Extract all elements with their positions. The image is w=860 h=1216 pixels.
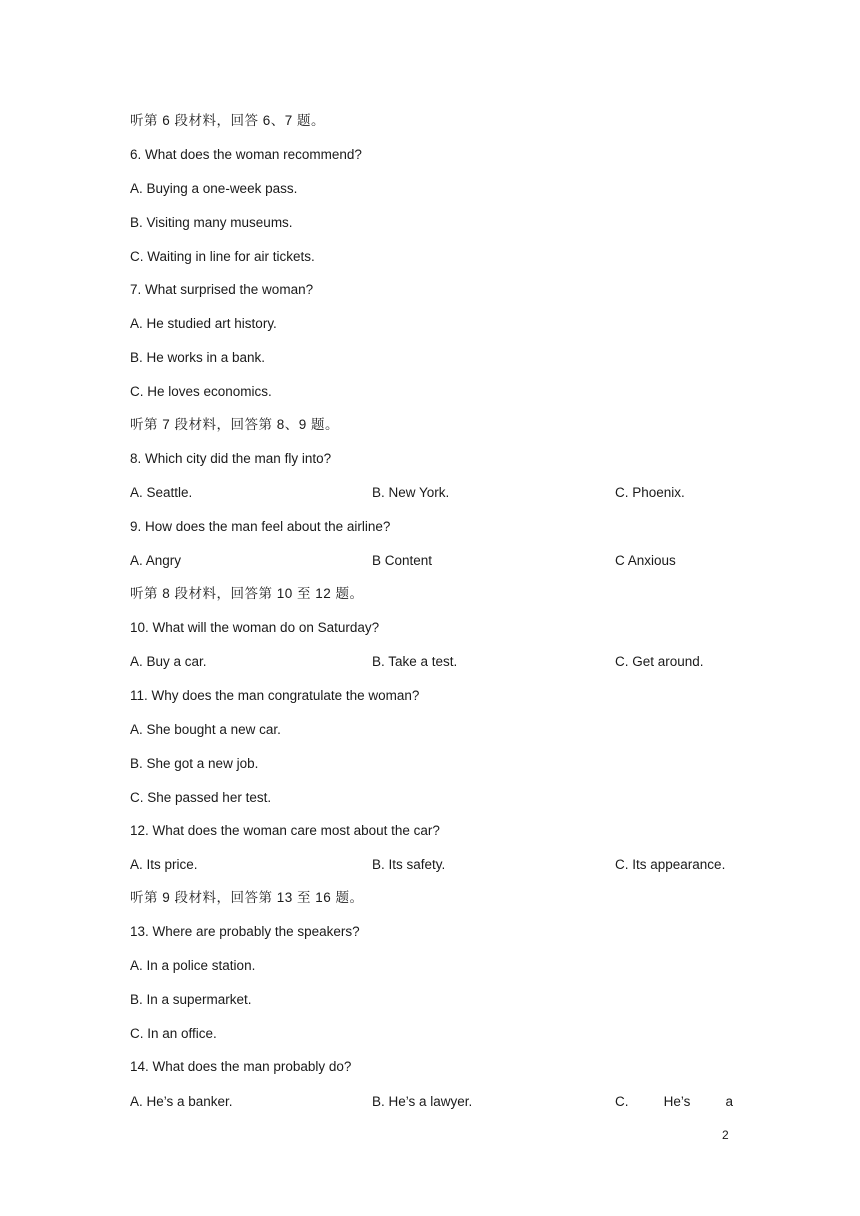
section-heading-8: 听第 8 段材料，回答第 10 至 12 题。	[130, 586, 364, 601]
question-10-option-c: C. Get around.	[615, 654, 704, 669]
question-14-stem: 14. What does the man probably do?	[130, 1059, 352, 1074]
question-9-option-a: A. Angry	[130, 553, 182, 568]
question-9-option-c: C Anxious	[615, 553, 676, 568]
question-12-options	[130, 856, 740, 874]
question-12-stem: 12. What does the woman care most about the car?	[130, 823, 440, 838]
section-heading-7: 听第 7 段材料，回答第 8、9 题。	[130, 417, 340, 432]
question-14-option-b: B. He’s a lawyer.	[372, 1094, 473, 1109]
question-10-stem: 10. What will the woman do on Saturday?	[130, 620, 380, 635]
question-11-option-c: C. She passed her test.	[130, 790, 272, 805]
question-8-option-a: A. Seattle.	[130, 485, 193, 500]
question-9-option-b: B Content	[372, 553, 433, 568]
question-8-options	[130, 484, 740, 502]
question-6-stem: 6. What does the woman recommend?	[130, 147, 362, 162]
question-10-option-b: B. Take a test.	[372, 654, 458, 669]
question-11-stem: 11. Why does the man congratulate the woman?	[130, 688, 420, 703]
question-7-option-c: C. He loves economics.	[130, 384, 272, 399]
question-8-option-c: C. Phoenix.	[615, 485, 685, 500]
question-13-option-b: B. In a supermarket.	[130, 992, 252, 1007]
question-14-option-c-part: He’s	[663, 1094, 691, 1109]
question-11-option-b: B. She got a new job.	[130, 756, 259, 771]
question-11-option-a: A. She bought a new car.	[130, 722, 281, 737]
question-6-option-a: A. Buying a one-week pass.	[130, 181, 298, 196]
question-7-option-a: A. He studied art history.	[130, 316, 277, 331]
question-6-option-b: B. Visiting many museums.	[130, 215, 293, 230]
question-9-stem: 9. How does the man feel about the airline?	[130, 519, 391, 534]
section-heading-9: 听第 9 段材料，回答第 13 至 16 题。	[130, 890, 364, 905]
question-6-option-c: C. Waiting in line for air tickets.	[130, 249, 315, 264]
question-12-option-a: A. Its price.	[130, 857, 198, 872]
question-7-option-b: B. He works in a bank.	[130, 350, 266, 365]
question-14-options	[130, 1093, 740, 1111]
question-13-option-c: C. In an office.	[130, 1026, 217, 1041]
question-14-option-c-part: C.	[615, 1094, 629, 1109]
section-heading-6: 听第 6 段材料，回答 6、7 题。	[130, 113, 326, 128]
question-8-stem: 8. Which city did the man fly into?	[130, 451, 332, 466]
question-13-stem: 13. Where are probably the speakers?	[130, 924, 360, 939]
question-12-option-c: C. Its appearance.	[615, 857, 726, 872]
page-number: 2	[722, 1128, 729, 1142]
question-14-option-c	[615, 1093, 733, 1111]
question-14-option-c-part: a	[725, 1094, 733, 1109]
question-9-options	[130, 552, 740, 570]
question-7-stem: 7. What surprised the woman?	[130, 282, 314, 297]
question-13-option-a: A. In a police station.	[130, 958, 256, 973]
question-14-option-a: A. He’s a banker.	[130, 1094, 233, 1109]
question-10-options	[130, 653, 740, 671]
question-8-option-b: B. New York.	[372, 485, 450, 500]
question-10-option-a: A. Buy a car.	[130, 654, 207, 669]
question-12-option-b: B. Its safety.	[372, 857, 446, 872]
